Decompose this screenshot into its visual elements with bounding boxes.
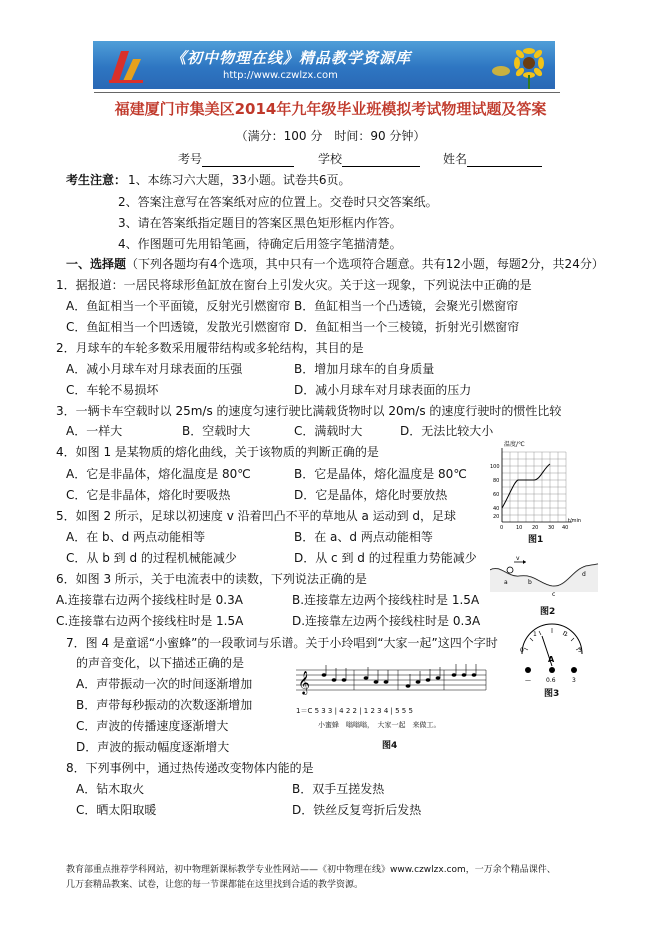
option[interactable]: C．从 b 到 d 的过程机械能减少 bbox=[66, 551, 237, 565]
fig3-terminal-label: 3 bbox=[572, 677, 576, 684]
option[interactable]: D．无法比较大小 bbox=[400, 424, 494, 438]
section-instruction: （下列各题均有4个选项，其中只有一个选项符合题意。共有12小题，每题2分，共24分） bbox=[126, 257, 604, 271]
fig3-terminal-label: — bbox=[525, 677, 531, 684]
fig4-lyrics: 小蜜蜂 嗡嗡嗡， 大家一起 来做工。 bbox=[318, 721, 441, 729]
section-heading-row bbox=[66, 255, 604, 272]
school-label: 学校 bbox=[318, 152, 343, 166]
question-stem: 6．如图 3 所示，关于电流表中的读数，下列说法正确的是 bbox=[56, 572, 367, 586]
fig3-scale-tick: 0 bbox=[520, 647, 524, 654]
option[interactable]: A．钻木取火 bbox=[76, 782, 145, 796]
header-banner bbox=[93, 41, 555, 89]
svg-text:𝄞: 𝄞 bbox=[298, 670, 310, 694]
option[interactable]: A．在 b、d 两点动能相等 bbox=[66, 530, 206, 544]
question-stem: 4．如图 1 是某物质的熔化曲线，关于该物质的判断正确的是 bbox=[56, 445, 379, 459]
fig1-ytick: 60 bbox=[493, 492, 500, 498]
fig2-point-label: c bbox=[552, 591, 556, 598]
figure-4-label: 图4 bbox=[382, 741, 398, 751]
option[interactable]: B.连接靠左边两个接线柱时是 1.5A bbox=[292, 593, 480, 607]
figure-3-label: 图3 bbox=[544, 689, 560, 699]
question-stem: 7．图 4 是童谣“小蜜蜂”的一段歌词与乐谱。关于小玲唱到“大家一起”这四个字时 bbox=[66, 636, 498, 650]
exam-number-label: 考号 bbox=[178, 152, 203, 166]
option[interactable]: C．鱼缸相当一个凹透镜，发散光引燃窗帘 bbox=[66, 320, 291, 334]
option[interactable]: C．晒太阳取暖 bbox=[76, 803, 157, 817]
question-stem: 8．下列事例中，通过热传递改变物体内能的是 bbox=[66, 761, 314, 775]
section-heading: 一、选择题 bbox=[66, 257, 127, 271]
notice-item: 1、本练习六大题，33小题。试卷共6页。 bbox=[128, 173, 351, 187]
option[interactable]: A.连接靠右边两个接线柱时是 0.3A bbox=[56, 593, 243, 607]
notice-item: 3、请在答案纸指定题目的答案区黑色矩形框内作答。 bbox=[118, 216, 402, 230]
option[interactable]: B．在 a、d 两点动能相等 bbox=[294, 530, 433, 544]
score-line: （满分：100 分 时间：90 分钟） bbox=[235, 129, 426, 143]
fig1-ytick: 20 bbox=[493, 514, 500, 520]
option[interactable]: C．声波的传播速度逐渐增大 bbox=[76, 719, 229, 733]
option[interactable]: D．从 c 到 d 的过程重力势能减少 bbox=[294, 551, 477, 565]
question-stem: 1．据报道：一居民将球形鱼缸放在窗台上引发火灾。关于这一现象，下列说法中正确的是 bbox=[56, 278, 532, 292]
question-stem: 2．月球车的车轮多数采用履带结构或多轮结构，其目的是 bbox=[56, 341, 364, 355]
page-title: 福建厦门市集美区2014年九年级毕业班模拟考试物理试题及答案 bbox=[114, 100, 547, 118]
figure-1-melting-curve bbox=[488, 438, 588, 542]
option[interactable]: C.连接靠右边两个接线柱时是 1.5A bbox=[56, 614, 244, 628]
figure-1-label: 图1 bbox=[528, 535, 544, 545]
question-stem: 3．一辆卡车空载时以 25m/s 的速度匀速行驶比满载货物时以 20m/s 的速度行驶时的惯性比较 bbox=[56, 404, 562, 418]
name-field[interactable] bbox=[443, 150, 542, 167]
fig3-terminal-label: 0.6 bbox=[546, 677, 556, 684]
logo-icon bbox=[101, 45, 151, 85]
option[interactable]: A．一样大 bbox=[66, 424, 123, 438]
fig3-scale-tick: 2 bbox=[564, 631, 568, 638]
option[interactable]: B．空载时大 bbox=[182, 424, 251, 438]
notice-item: 4、作图题可先用铅笔画，待确定后用签字笔描清楚。 bbox=[118, 237, 402, 251]
option[interactable]: B．双手互搓发热 bbox=[292, 782, 385, 796]
figure-2-terrain bbox=[490, 552, 600, 602]
option[interactable]: B．增加月球车的自身质量 bbox=[294, 362, 435, 376]
option[interactable]: B．它是晶体，熔化温度是 80℃ bbox=[294, 467, 467, 481]
notice-label: 考生注意： bbox=[66, 173, 127, 187]
svg-text:v: v bbox=[516, 555, 520, 562]
fig1-xtick: 0 bbox=[500, 525, 504, 531]
option[interactable]: C．它是非晶体，熔化时要吸热 bbox=[66, 488, 231, 502]
figure-2-label: 图2 bbox=[540, 607, 556, 617]
name-label: 姓名 bbox=[443, 152, 468, 166]
sunflower-icon bbox=[489, 41, 555, 89]
fig1-xtick: 20 bbox=[532, 525, 539, 531]
option[interactable]: A．它是非晶体，熔化温度是 80℃ bbox=[66, 467, 251, 481]
option[interactable]: A．鱼缸相当一个平面镜，反射光引燃窗帘 bbox=[66, 299, 291, 313]
exam-number-field[interactable] bbox=[178, 150, 294, 167]
option[interactable]: A．减小月球车对月球表面的压强 bbox=[66, 362, 243, 376]
figure-3-ammeter bbox=[512, 622, 592, 688]
fig2-point-label: a bbox=[504, 579, 508, 586]
fig1-xlabel: t/min bbox=[568, 518, 582, 524]
option[interactable]: A．声带振动一次的时间逐渐增加 bbox=[76, 677, 253, 691]
option[interactable]: C．车轮不易损坏 bbox=[66, 383, 159, 397]
banner-url: http://www.czwlzx.com bbox=[223, 70, 338, 81]
fig1-ytick: 80 bbox=[493, 478, 500, 484]
header-divider bbox=[94, 92, 560, 93]
fig1-ylabel: 温度/℃ bbox=[504, 441, 525, 448]
question-stem: 5．如图 2 所示，足球以初速度 v 沿着凹凸不平的草地从 a 运动到 d，足球 bbox=[56, 509, 457, 523]
option[interactable]: B．鱼缸相当一个凸透镜，会聚光引燃窗帘 bbox=[294, 299, 519, 313]
fig1-xtick: 10 bbox=[516, 525, 523, 531]
footer-line: 教育部重点推荐学科网站，初中物理新课标教学专业性网站——《初中物理在线》www.czwlzx.com，一万余个精品课件、 bbox=[66, 865, 556, 875]
fig2-point-label: b bbox=[528, 579, 532, 586]
banner-title: 《初中物理在线》精品教学资源库 bbox=[171, 49, 412, 67]
option[interactable]: D．声波的振动幅度逐渐增大 bbox=[76, 740, 230, 754]
notice-item: 2、答案注意写在答案纸对应的位置上。交卷时只交答案纸。 bbox=[118, 195, 438, 209]
option[interactable]: B．声带每秒振动的次数逐渐增加 bbox=[76, 698, 253, 712]
footer-line: 几万套精品教案、试卷，让您的每一节课都能在这里找到合适的教学资源。 bbox=[66, 880, 364, 890]
fig2-point-label: d bbox=[582, 571, 586, 578]
school-field[interactable] bbox=[318, 150, 420, 167]
figure-4-music-score bbox=[294, 662, 490, 706]
fig3-scale-tick: 1 bbox=[533, 631, 537, 638]
svg-text:A: A bbox=[548, 655, 555, 664]
option[interactable]: C．满载时大 bbox=[294, 424, 363, 438]
option[interactable]: D．它是晶体，熔化时要放热 bbox=[294, 488, 448, 502]
fig3-scale-tick: 3 bbox=[578, 647, 582, 654]
fig4-notation: 1＝C 5 3 3 | 4 2 2 | 1 2 3 4 | 5 5 5 bbox=[296, 707, 413, 715]
fig1-xtick: 30 bbox=[548, 525, 555, 531]
option[interactable]: D.连接靠左边两个接线柱时是 0.3A bbox=[292, 614, 481, 628]
fig1-ytick: 40 bbox=[493, 506, 500, 512]
option[interactable]: D．铁丝反复弯折后发热 bbox=[292, 803, 422, 817]
question-stem-continued: 的声音变化，以下描述正确的是 bbox=[76, 656, 245, 670]
fig1-ytick: 100 bbox=[490, 464, 500, 470]
option[interactable]: D．鱼缸相当一个三棱镜，折射光引燃窗帘 bbox=[294, 320, 520, 334]
fig1-xtick: 40 bbox=[562, 525, 569, 531]
option[interactable]: D．减小月球车对月球表面的压力 bbox=[294, 383, 472, 397]
